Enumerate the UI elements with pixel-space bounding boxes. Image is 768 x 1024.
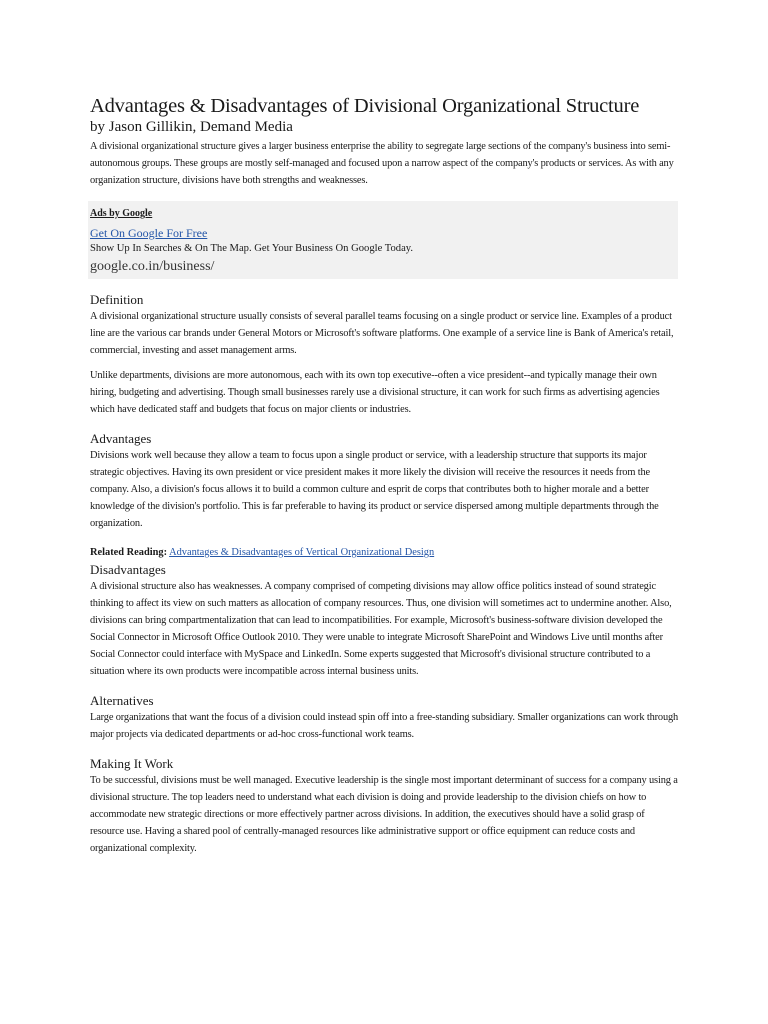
article: [90, 94, 680, 857]
heading-disadvantages: Disadvantages: [90, 562, 166, 577]
related-reading-link[interactable]: Advantages & Disadvantages of Vertical Organizational Design: [169, 547, 435, 558]
heading-making-it-work: Making It Work: [90, 756, 174, 771]
alternatives-paragraph: Large organizations that want the focus of a division could instead spin off into a free-standing subsidiary. Smaller organizations can work through major projects via dedicated departments or ad-hoc cross-functional work teams.: [90, 712, 679, 740]
heading-definition: Definition: [90, 292, 144, 307]
advantages-paragraph: Divisions work well because they allow a team to focus upon a single product or service, with a leadership structure that supports its major strategic objectives. Having its own president or vice president makes it more likely the division will receive the resources it needs from the company. Also, a division's focus allows it to build a common culture and esprit de corps that contributes both to higher morale and a better knowledge of the division's portfolio. This is far preferable to having its product or service dispersed among multiple departments through the organization.: [90, 450, 659, 529]
heading-advantages: Advantages: [90, 431, 152, 446]
ad-box: [88, 201, 678, 279]
ad-title-link[interactable]: Get On Google For Free: [90, 226, 208, 240]
ads-by-google-link[interactable]: Ads by Google: [90, 208, 153, 219]
disadvantages-paragraph: A divisional structure also has weaknesses. A company comprised of competing divisions may allow office politics instead of sound strategic thinking to affect its view on such matters as allocation of company resources. Thus, one division will sometimes act to undermine another. Also, divisions can bring compartmentalization that can lead to incompatibilities. For example, Microsoft's business-software division developed the Social Connector in Microsoft Office Outlook 2010. They were unable to integrate Microsoft SharePoint and Windows Live until months after Social Connector could interface with MySpace and LinkedIn. Some experts suggested that Microsoft's divisional structure contributed to a situation where its own products were incompatible across internal business units.: [90, 581, 672, 677]
ad-url[interactable]: google.co.in/business/: [90, 259, 215, 274]
ad-description: Show Up In Searches & On The Map. Get Your Business On Google Today.: [90, 243, 414, 254]
making-it-work-paragraph: To be successful, divisions must be well managed. Executive leadership is the single most important determinant of success for a company using a divisional structure. The top leaders need to understand what each division is doing and provide leadership to the division chiefs on how to accommodate new strategic directions or more effectively partner across divisions. In addition, the executives should have a solid grasp of resource use. Having a shared pool of centrally-managed resources like administrative support or office equipment can reduce costs and organizational complexity.: [90, 775, 678, 854]
related-reading: [90, 544, 680, 561]
page-title: Advantages & Disadvantages of Divisional Organizational Structure: [90, 95, 640, 117]
definition-paragraph-2: Unlike departments, divisions are more autonomous, each with its own top executive--often a vice president--and typically manage their own hiring, budgeting and advertising. Though small businesses rarely use a divisional structure, it can work for such firms as advertising agencies which have dedicated staff and budgets that focus on major clients or industries.: [90, 370, 660, 415]
heading-alternatives: Alternatives: [90, 693, 154, 708]
related-reading-label: Related Reading:: [90, 547, 168, 558]
definition-paragraph-1: A divisional organizational structure usually consists of several parallel teams focusing on a single product or service line. Examples of a product line are the various car brands under General Motors or Microsoft's software platforms. One example of a service line is Bank of America's retail, commercial, investing and asset management arms.: [90, 311, 674, 356]
author-byline: by Jason Gillikin, Demand Media: [90, 119, 293, 135]
intro-paragraph: A divisional organizational structure gives a larger business enterprise the ability to segregate large sections of the company's business into semi-autonomous groups. These groups are mostly self-managed and focused upon a narrow aspect of the company's products or services. As with any organization structure, divisions have both strengths and weaknesses.: [90, 141, 674, 186]
